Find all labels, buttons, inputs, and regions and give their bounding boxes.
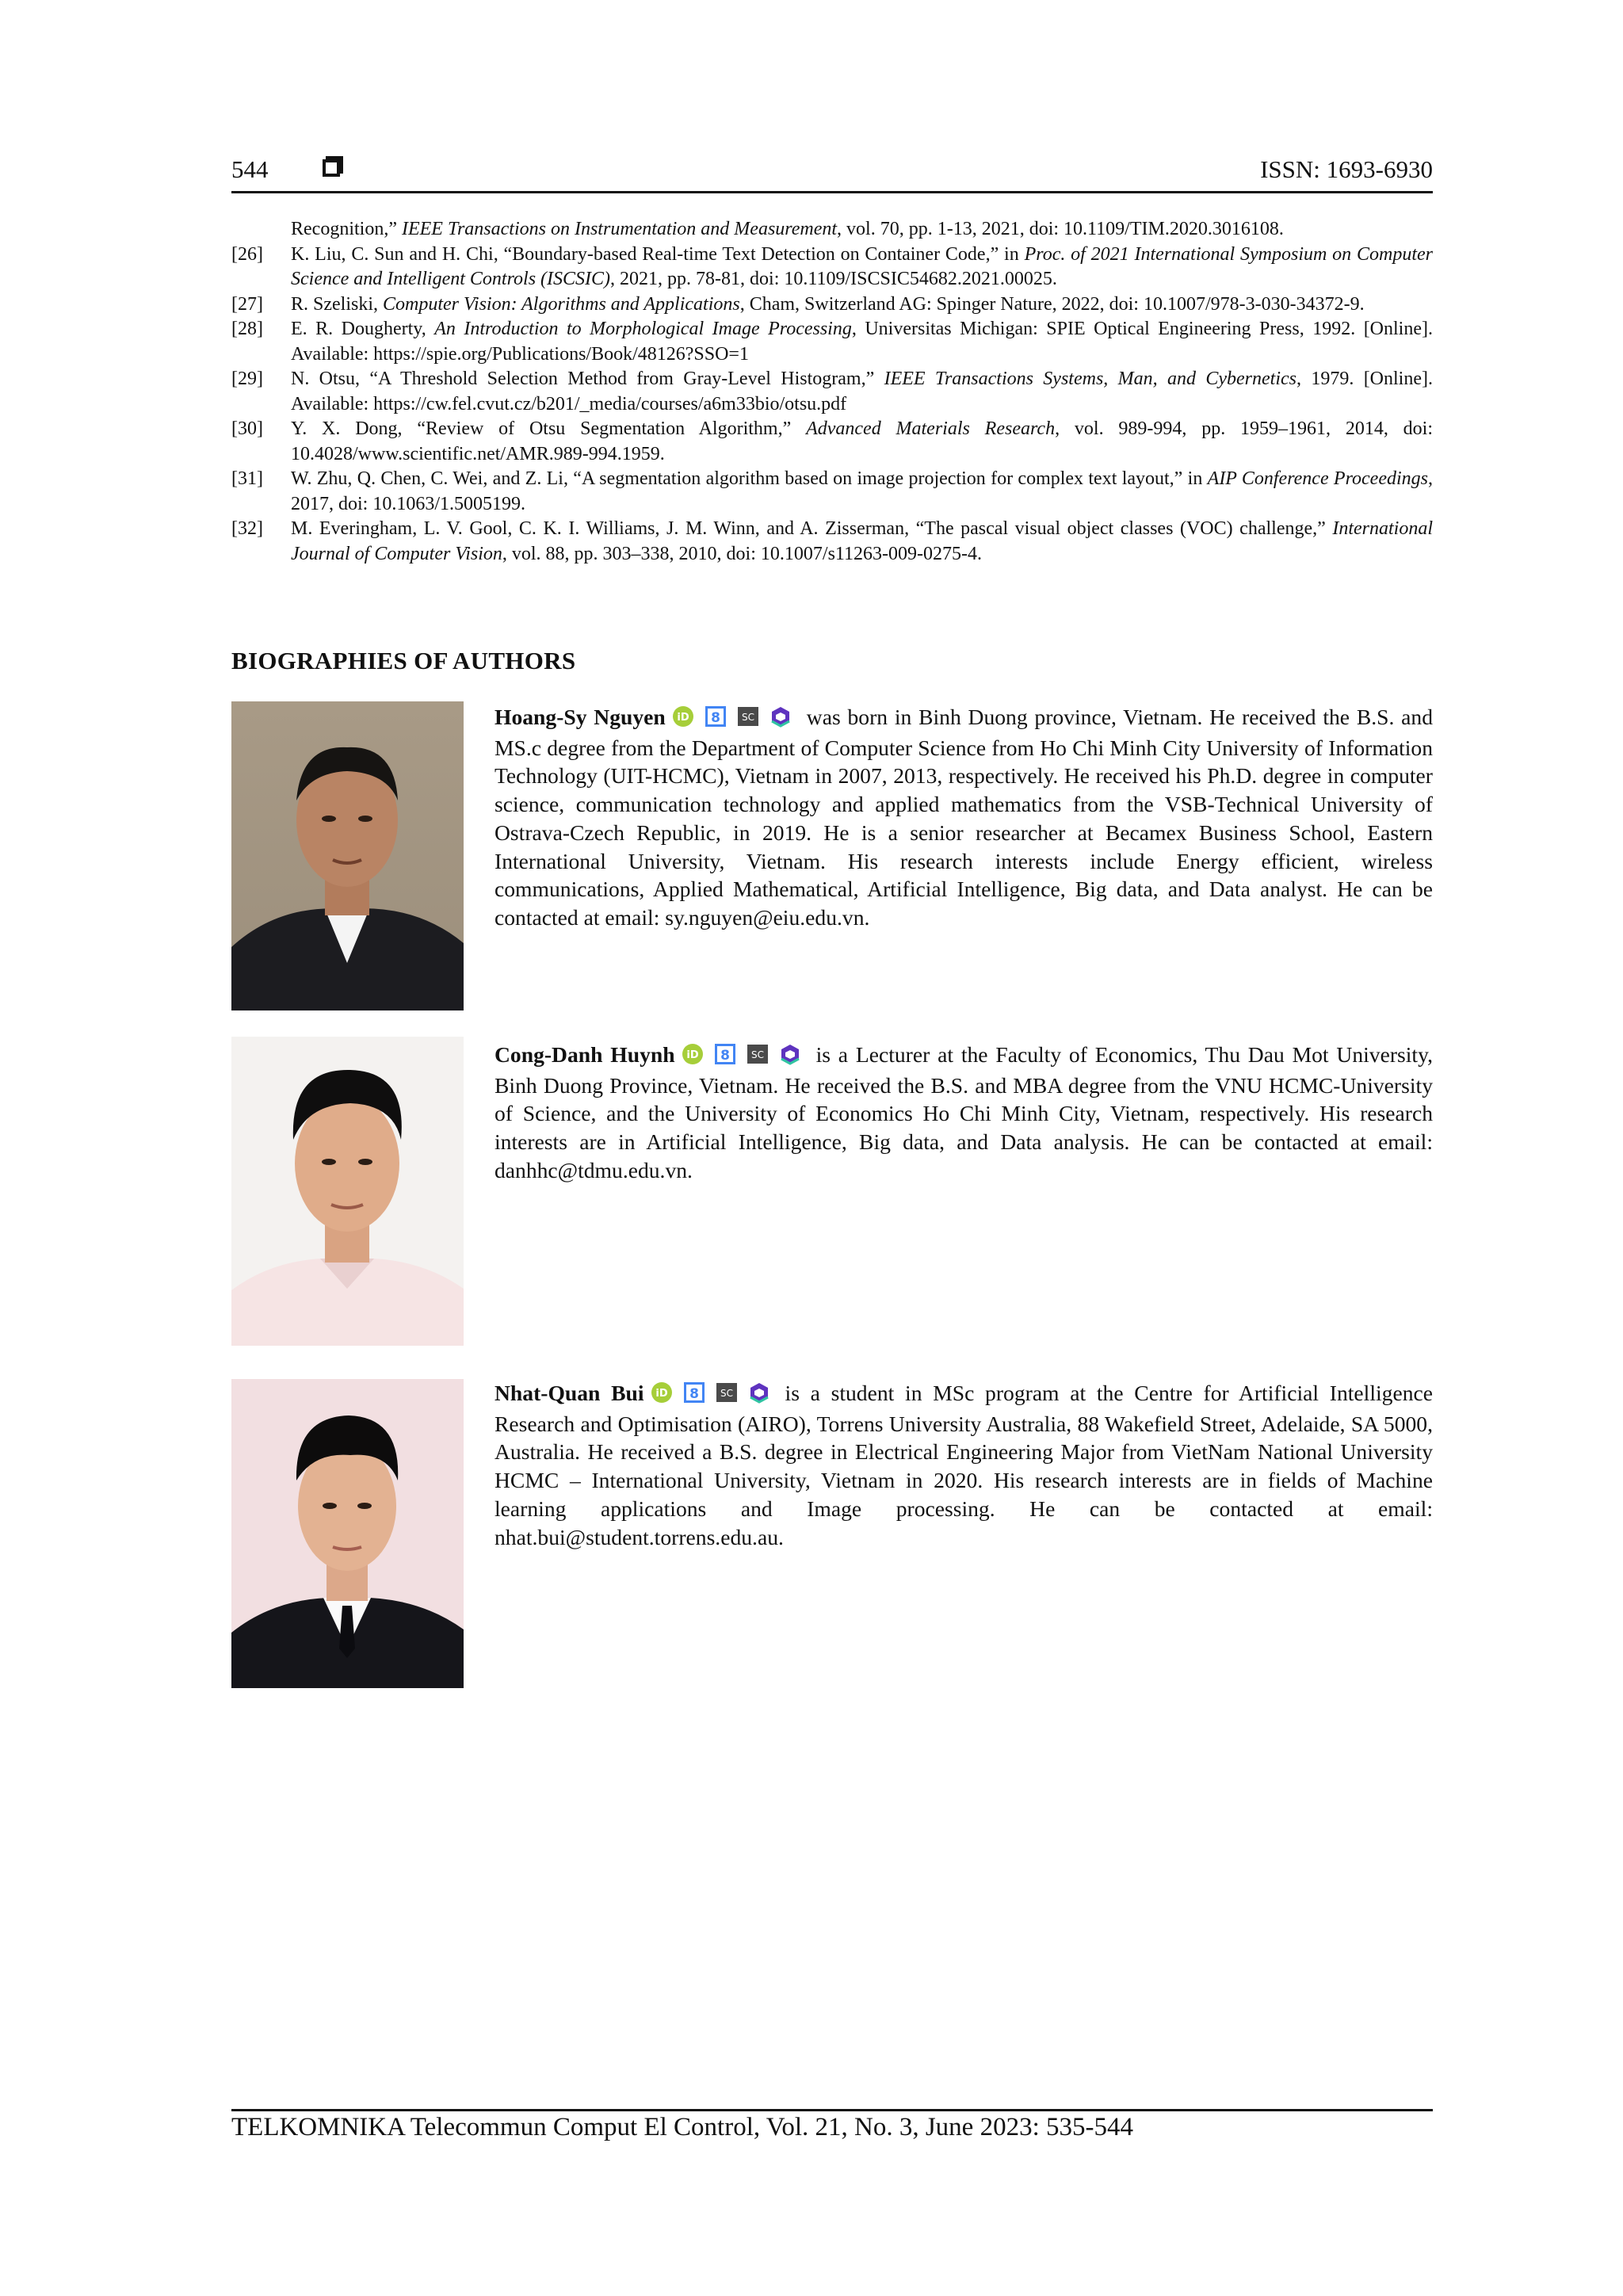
section-heading: BIOGRAPHIES OF AUTHORS (231, 647, 576, 674)
header-rule (231, 191, 1433, 193)
reference-venue: IEEE Transactions Systems, Man, and Cybernetics (884, 369, 1296, 389)
reference-segment: E. R. Dougherty, (291, 319, 435, 339)
reference-number: [30] (231, 418, 263, 439)
svg-text:SC: SC (750, 1049, 764, 1060)
author-bio-3 (495, 1379, 1433, 1551)
author-photo-3 (231, 1379, 464, 1688)
reference-item (231, 467, 1433, 517)
reference-text (291, 467, 1433, 517)
reference-text (291, 517, 1433, 567)
svg-text:8: 8 (710, 710, 720, 726)
publons-icon[interactable] (748, 1381, 770, 1404)
square-icon (323, 159, 340, 177)
reference-text (291, 243, 1433, 292)
profile-links-3 (651, 1381, 781, 1410)
reference-number: [31] (231, 468, 263, 489)
reference-venue: International Journal of Computer Vision (291, 518, 1433, 564)
reference-text (291, 292, 1433, 318)
reference-segment: M. Everingham, L. V. Gool, C. K. I. Williams, J. M. Winn, and A. Zisserman, “The pascal visual object classes (VOC) challenge,” (291, 518, 1333, 539)
reference-segment: , vol. 989-994, pp. 1959–1961, 2014, doi: 10.4028/www.scientific.net/AMR.989-994.1959. (291, 418, 1434, 464)
reference-item (231, 517, 1433, 567)
footer-rule (231, 2109, 1433, 2111)
reference-number: [29] (231, 369, 263, 389)
google-scholar-icon[interactable] (705, 705, 727, 728)
reference-segment: , Universitas Michigan: SPIE Optical Engineering Press, 1992. [Online]. Available: https://spie.org/Publications/Book/48126?SSO=1 (291, 319, 1433, 365)
profile-links-1 (672, 705, 802, 734)
author-bio-2 (495, 1041, 1433, 1185)
reference-venue: An Introduction to Morphological Image Processing (434, 319, 852, 339)
reference-item (231, 417, 1433, 467)
page-number: 544 (231, 155, 269, 183)
publons-icon[interactable] (769, 705, 792, 728)
scopus-icon[interactable] (737, 705, 759, 728)
reference-number (231, 217, 291, 243)
reference-text (291, 367, 1433, 417)
scopus-icon[interactable] (716, 1381, 738, 1404)
svg-text:iD: iD (655, 1388, 668, 1400)
orcid-icon[interactable] (651, 1381, 673, 1404)
reference-segment: K. Liu, C. Sun and H. Chi, “Boundary-based Real-time Text Detection on Container Code,” in (291, 243, 1025, 265)
author-bio-1 (495, 703, 1433, 932)
svg-text:SC: SC (741, 712, 754, 723)
reference-segment: N. Otsu, “A Threshold Selection Method from Gray-Level Histogram,” (291, 369, 884, 389)
reference-segment: , 1979. [Online]. Available: https://cw.fel.cvut.cz/b201/_media/courses/a6m33bio/otsu.pdf (291, 369, 1433, 415)
author-name-3: Nhat-Quan Bui (495, 1381, 644, 1405)
profile-links-2 (682, 1043, 812, 1072)
reference-number: [27] (231, 293, 263, 315)
reference-item (231, 367, 1433, 417)
reference-number: [26] (231, 243, 263, 265)
svg-text:iD: iD (685, 1049, 699, 1061)
reference-text (291, 217, 1433, 243)
issn-label: ISSN: 1693-6930 (1260, 155, 1433, 183)
reference-segment: Y. X. Dong, “Review of Otsu Segmentation Algorithm,” (291, 418, 807, 439)
svg-text:8: 8 (720, 1048, 730, 1064)
reference-item (231, 217, 1433, 243)
orcid-icon[interactable] (672, 705, 694, 728)
svg-text:SC: SC (720, 1388, 733, 1399)
reference-venue: AIP Conference Proceedings (1207, 468, 1428, 489)
reference-segment: Recognition,” (291, 219, 402, 239)
reference-segment: , vol. 70, pp. 1-13, 2021, doi: 10.1109/TIM.2020.3016108. (837, 219, 1284, 239)
orcid-icon[interactable] (682, 1043, 704, 1065)
reference-number: [32] (231, 518, 263, 539)
google-scholar-icon[interactable] (683, 1381, 705, 1404)
reference-venue: Proc. of 2021 International Symposium on Computer Science and Intelligent Controls (ISCSIC) (291, 243, 1434, 289)
author-bio-text-1: was born in Binh Duong province, Vietnam. He received the B.S. and MS.c degree from the Department of Computer Science from Ho Chi Minh City University of Information Technology (UIT-HCMC), Vietnam in 2007, 2013, respectively. He received his Ph.D. degree in computer science, communication technology and applied mathematics from the VSB-Technical University of Ostrava-Czech Republic, in 2019. He is a senior researcher at Becamex Business School, Eastern International University, Vietnam. His research interests include Energy efficient, wireless communications, Applied Mathematical, Artificial Intelligence, Big data, and Data analyst. He can be contacted at email: sy.nguyen@eiu.edu.vn. (495, 705, 1433, 930)
reference-segment: R. Szeliski, (291, 293, 384, 315)
author-name-2: Cong-Danh Huynh (495, 1042, 675, 1067)
reference-text (291, 417, 1433, 467)
reference-text (291, 317, 1433, 367)
reference-venue: Advanced Materials Research (806, 418, 1056, 439)
reference-number: [28] (231, 319, 263, 339)
reference-segment: , vol. 88, pp. 303–338, 2010, doi: 10.1007/s11263-009-0275-4. (502, 543, 982, 564)
reference-segment: , Cham, Switzerland AG: Spinger Nature, 2022, doi: 10.1007/978-3-030-34372-9. (739, 293, 1365, 315)
reference-list (231, 217, 1433, 567)
scopus-icon[interactable] (747, 1043, 769, 1065)
reference-segment: W. Zhu, Q. Chen, C. Wei, and Z. Li, “A segmentation algorithm based on image projection for complex text layout,” in (291, 468, 1208, 489)
reference-item (231, 317, 1433, 367)
google-scholar-icon[interactable] (714, 1043, 736, 1065)
author-bio-text-3: is a student in MSc program at the Centre for Artificial Intelligence Research and Optimisation (AIRO), Torrens University Australia, 88 Wakefield Street, Adelaide, SA 5000, Australia. He received a B.S. degree in Electrical Engineering Major from VietNam National University HCMC – International University, Vietnam in 2020. His research interests are in fields of Machine learning applications and Image processing. He can be contacted at email: nhat.bui@student.torrens.edu.au. (495, 1381, 1433, 1549)
reference-venue: Computer Vision: Algorithms and Applications (383, 293, 740, 315)
svg-text:iD: iD (677, 712, 689, 724)
author-photo-2 (231, 1037, 464, 1346)
reference-venue: IEEE Transactions on Instrumentation and Measurement (401, 219, 838, 239)
footer-citation: TELKOMNIKA Telecommun Comput El Control, Vol. 21, No. 3, June 2023: 535-544 (231, 2113, 1133, 2141)
reference-item (231, 292, 1433, 318)
reference-segment: , 2017, doi: 10.1063/1.5005199. (291, 468, 1433, 514)
reference-segment: , 2021, pp. 78-81, doi: 10.1109/ISCSIC54682.2021.00025. (610, 269, 1057, 289)
author-bio-text-2: is a Lecturer at the Faculty of Economics, Thu Dau Mot University, Binh Duong Province, Vietnam. He received the B.S. and MBA degree from the VNU HCMC-University of Science, and the University of Economics Ho Chi Minh City, Vietnam, respectively. His research interests are in Artificial Intelligence, Big data, and Data analysis. He can be contacted at email: danhhc@tdmu.edu.vn. (495, 1042, 1433, 1182)
publons-icon[interactable] (779, 1043, 801, 1065)
author-name-1: Hoang-Sy Nguyen (495, 705, 666, 729)
author-photo-1 (231, 701, 464, 1010)
svg-text:8: 8 (689, 1386, 699, 1402)
reference-item (231, 243, 1433, 292)
